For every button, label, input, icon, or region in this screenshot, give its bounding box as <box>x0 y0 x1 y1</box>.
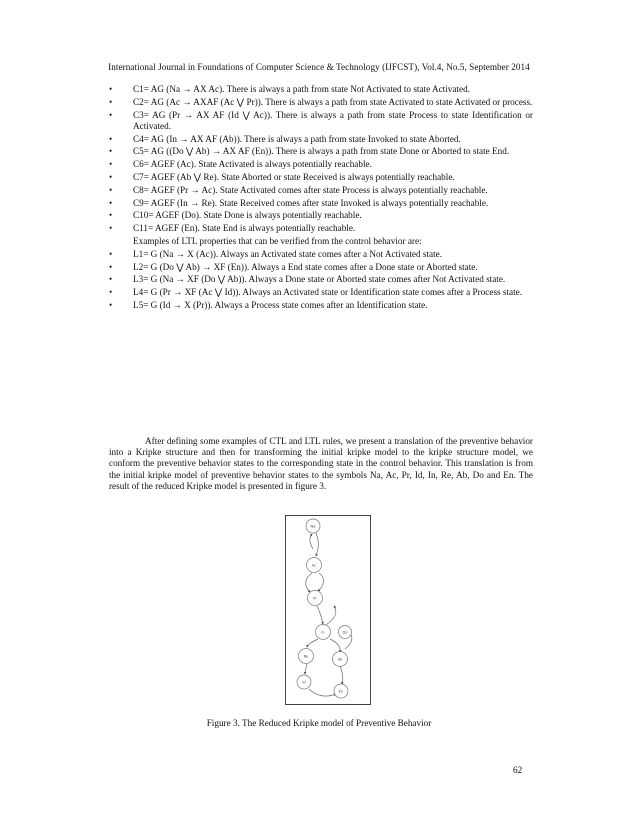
page-number: 62 <box>513 765 523 775</box>
bullet-icon: • <box>109 133 113 144</box>
node-label-pr: Pr <box>313 596 317 601</box>
ltl-item <box>109 262 533 273</box>
node-label-re: Re <box>303 654 309 659</box>
body-paragraph: After defining some examples of CTL and LTL rules, we present a translation of the preventive behavior into a Kripke structure and then for transforming the initial kripke model to the kripke structure model, we conform the preventive behavior states to the corresponding state in the control behavior. This translation is from the initial kripke model of preventive behavior states to the symbols Na, Ac, Pr, Id, In, Re, Ab, Do and En. The result of the reduced Kripke model is presented in figure 3. <box>109 436 533 491</box>
ctl-item <box>109 110 533 132</box>
edge-in-ab <box>330 639 340 652</box>
ctl-item-text: C3= AG (Pr → AX AF (Id ⋁ Ac)). There is always a path from state Process to state Identification or Activated. <box>133 109 533 131</box>
running-header: International Journal in Foundations of Computer Science & Technology (IJFCST), Vol.4, No.5, September 2014 <box>108 62 530 72</box>
ctl-item-text: C9= AGEF (In → Re). State Received comes after state Invoked is always potentially reachable. <box>133 197 489 208</box>
ctl-item-text: C2= AG (Ac → AXAF (Ac ⋁ Pr)). There is always a path from state Activated to state Activated or process. <box>133 96 533 107</box>
ltl-item <box>109 274 533 285</box>
bullet-icon: • <box>109 287 113 298</box>
node-label-ab: Ab <box>337 657 343 662</box>
ctl-item-text: C8= AGEF (Pr → Ac). State Activated comes after state Process is always potentially reachable. <box>133 184 488 195</box>
node-label-do: Do <box>342 630 348 635</box>
bullet-icon: • <box>109 274 113 285</box>
bullet-icon: • <box>109 248 113 259</box>
bullet-icon: • <box>109 146 113 157</box>
ltl-item-text: L5= G (Id → X (Pr)). Always a Process state comes after an Identification state. <box>133 299 428 310</box>
bullet-icon: • <box>109 210 113 221</box>
node-label-in: In <box>321 630 325 635</box>
edge-ac-pr <box>306 573 312 592</box>
edge-ab-en <box>340 666 343 684</box>
bullet-icon: • <box>109 84 113 94</box>
ctl-item-text: C6= AGEF (Ac). State Activated is always potentially reachable. <box>133 159 372 170</box>
ctl-item-text: C7= AGEF (Ab ⋁ Re). State Aborted or state Received is always potentially reachable. <box>133 171 455 182</box>
bullet-icon: • <box>109 299 113 310</box>
ltl-intro: Examples of LTL properties that can be verified from the control behavior are: <box>133 235 422 246</box>
ctl-item <box>109 210 533 221</box>
kripke-figure <box>285 515 371 705</box>
edge-re-id <box>305 664 307 674</box>
ltl-item <box>109 300 533 311</box>
figure-caption: Figure 3. The Reduced Kripke model of Preventive Behavior <box>206 718 432 728</box>
ltl-item <box>109 249 533 260</box>
ctl-item-text: C10= AGEF (Do). State Done is always potentially reachable. <box>133 210 362 221</box>
bullet-icon: • <box>109 197 113 208</box>
bullet-icon: • <box>109 184 113 195</box>
edge-id-en <box>309 689 336 696</box>
ctl-item-text: C4= AG (In → AX AF (Ab)). There is always a path from state Invoked to state Aborted. <box>133 133 461 144</box>
ctl-item <box>109 97 533 108</box>
kripke-diagram <box>286 516 370 704</box>
ctl-item-text: C11= AGEF (En). State End is always potentially reachable. <box>133 223 356 234</box>
bullet-icon: • <box>109 223 113 234</box>
edge-in-loop <box>326 606 336 625</box>
node-label-ac: Ac <box>311 563 317 568</box>
ctl-item <box>109 84 533 95</box>
ctl-item <box>109 146 533 157</box>
edge-pr-in <box>317 606 323 624</box>
bullet-icon: • <box>109 96 113 107</box>
ctl-item <box>109 198 533 209</box>
ctl-item <box>109 159 533 170</box>
edge-na-ac <box>316 533 318 556</box>
ltl-item-text: L3= G (Na → XF (Do ⋁ Ab)). Always a Done state or Aborted state comes after Not Activated state. <box>133 274 506 285</box>
bullet-icon: • <box>109 261 113 272</box>
node-label-en: En <box>338 689 344 694</box>
property-list <box>109 84 533 313</box>
edge-ac-na <box>310 534 313 549</box>
edge-in-re <box>307 639 318 647</box>
ctl-item <box>109 223 533 234</box>
ctl-item <box>109 134 533 145</box>
ctl-item-text: C5= AG ((Do ⋁ Ab) → AX AF (En)). There is always a path from state Done or Aborted to state End. <box>133 146 510 157</box>
ctl-item <box>109 185 533 196</box>
ctl-item <box>109 172 533 183</box>
node-label-id: Id <box>302 680 306 685</box>
ctl-item-text: C1= AG (Na → AX Ac). There is always a path from state Not Activated to state Activated. <box>133 84 470 94</box>
ltl-item-text: L2= G (Do ⋁ Ab) → XF (En)). Always a End state comes after a Done state or Aborted state. <box>133 261 478 272</box>
node-label-na: Na <box>310 524 316 529</box>
bullet-icon: • <box>109 109 113 120</box>
bullet-icon: • <box>109 171 113 182</box>
ltl-item-text: L1= G (Na → X (Ac)). Always an Activated state comes after a Not Activated state. <box>133 248 443 259</box>
edge-ac-pr-2 <box>318 573 323 591</box>
ltl-item <box>109 287 533 298</box>
bullet-icon: • <box>109 159 113 170</box>
ltl-item-text: L4= G (Pr → XF (Ac ⋁ Id)). Always an Activated state or Identification state comes after a Process state. <box>133 287 523 298</box>
